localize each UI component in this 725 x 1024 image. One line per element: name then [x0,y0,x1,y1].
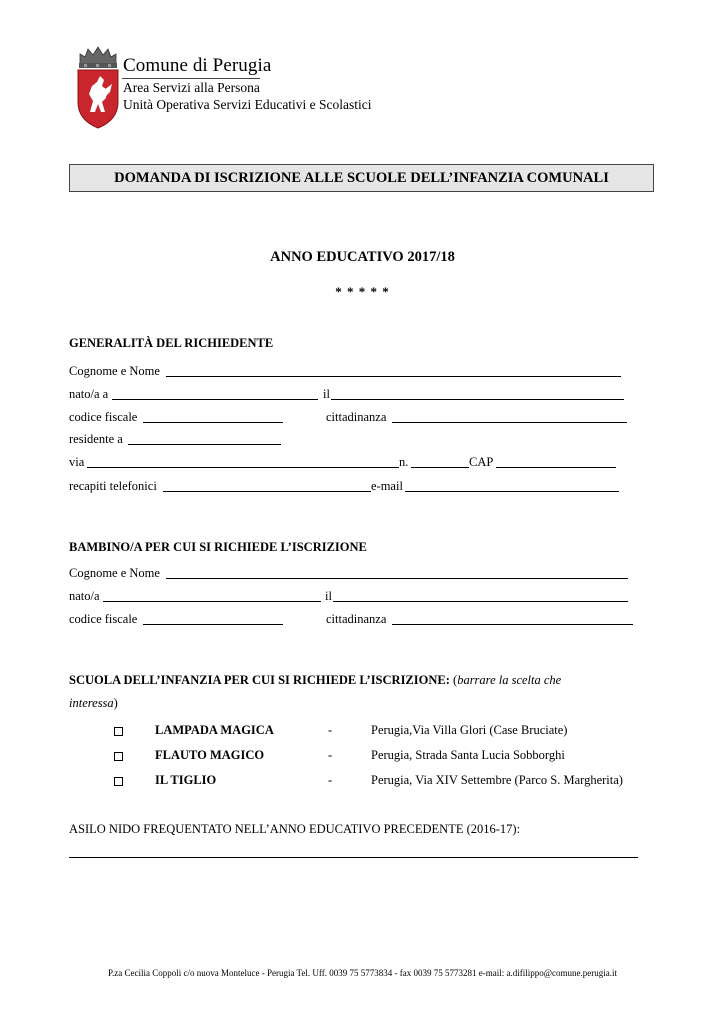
richiedente-residence-row [69,432,629,448]
option-il-tiglio-dash: - [328,773,333,787]
bambino-name-row [69,566,634,582]
bambino-birth-row [69,589,634,605]
org-name: Comune di Perugia [123,55,272,76]
section-richiedente-heading: GENERALITÀ DEL RICHIEDENTE [69,336,274,350]
bambino-cf-field[interactable] [143,624,283,625]
richiedente-number-field[interactable] [411,467,469,468]
scuola-hint-part2: interessa [69,696,114,710]
richiedente-name-field[interactable] [166,376,621,377]
bambino-cf-row [69,612,634,628]
option-lampada-magica-address: Perugia,Via Villa Glori (Case Bruciate) [371,723,568,737]
richiedente-cf-field[interactable] [143,422,283,423]
richiedente-street-field[interactable] [87,467,399,468]
richiedente-phone-label: recapiti telefonici [69,479,157,493]
section-scuola-heading: SCUOLA DELL’INFANZIA PER CUI SI RICHIEDE L’ISCRIZIONE: [69,673,450,687]
richiedente-cf-label: codice fiscale [69,410,138,424]
richiedente-birthplace-label: nato/a a [69,387,109,401]
option-flauto-magico-name: FLAUTO MAGICO [155,748,265,762]
org-unit: Unità Operativa Servizi Educativi e Scolastici [123,97,372,112]
scuola-hint-part1: barrare la scelta che [457,673,562,687]
bambino-birthplace-field[interactable] [103,601,321,602]
richiedente-residence-label: residente a [69,432,123,446]
asilo-nido-field[interactable] [69,857,638,858]
richiedente-birthdate-field[interactable] [331,399,624,400]
richiedente-email-field[interactable] [405,491,619,492]
comune-crest-logo [76,46,120,130]
option-flauto-magico-checkbox[interactable] [114,752,123,761]
richiedente-address-row [69,455,629,471]
separator-stars: * * * * * [335,284,390,299]
school-year: ANNO EDUCATIVO 2017/18 [270,249,455,265]
section-scuola-heading-line1 [69,673,561,688]
richiedente-number-label: n. [399,455,409,469]
asilo-nido-label: ASILO NIDO FREQUENTATO NELL’ANNO EDUCATIVO PRECEDENTE (2016-17): [69,822,521,836]
richiedente-citizenship-field[interactable] [392,422,627,423]
richiedente-residence-field[interactable] [128,444,281,445]
org-area: Area Servizi alla Persona [123,80,260,95]
richiedente-birth-row [69,387,629,403]
richiedente-cap-field[interactable] [496,467,616,468]
bambino-birthplace-label: nato/a [69,589,100,603]
richiedente-birthplace-field[interactable] [112,399,318,400]
bambino-citizenship-label: cittadinanza [326,612,387,626]
form-title: DOMANDA DI ISCRIZIONE ALLE SCUOLE DELL’INFANZIA COMUNALI [69,164,654,192]
richiedente-birthdate-label: il [323,387,330,401]
option-il-tiglio-address: Perugia, Via XIV Settembre (Parco S. Margherita) [371,773,623,787]
richiedente-street-label: via [69,455,85,469]
bambino-birthdate-label: il [325,589,332,603]
richiedente-cap-label: CAP [469,455,494,469]
richiedente-phone-field[interactable] [163,491,371,492]
richiedente-contacts-row [69,479,629,495]
option-lampada-magica-dash: - [328,723,333,737]
bambino-cf-label: codice fiscale [69,612,138,626]
option-il-tiglio-name: IL TIGLIO [155,773,217,787]
bambino-birthdate-field[interactable] [333,601,628,602]
richiedente-cf-row [69,410,629,426]
org-name-underline [122,78,260,79]
option-flauto-magico-address: Perugia, Strada Santa Lucia Sobborghi [371,748,565,762]
bambino-name-label: Cognome e Nome [69,566,160,580]
richiedente-name-label: Cognome e Nome [69,364,160,378]
option-lampada-magica-name: LAMPADA MAGICA [155,723,274,737]
bambino-citizenship-field[interactable] [392,624,633,625]
footer-contacts: P.za Cecilia Coppoli c/o nuova Monteluce - Perugia Tel. Uff. 0039 75 5773834 - fax 0039 75 5773281 e-mail: a.difilippo@comune.perugia.it [108,968,617,978]
bambino-name-field[interactable] [166,578,628,579]
option-il-tiglio-checkbox[interactable] [114,777,123,786]
scuola-hint-close: ) [113,696,118,710]
richiedente-citizenship-label: cittadinanza [326,410,387,424]
richiedente-email-label: e-mail [371,479,403,493]
scuola-hint-open: ( [453,673,458,687]
richiedente-name-row [69,364,629,380]
option-lampada-magica-checkbox[interactable] [114,727,123,736]
section-bambino-heading: BAMBINO/A PER CUI SI RICHIEDE L’ISCRIZIONE [69,540,367,554]
section-scuola-heading-line2 [69,696,118,711]
option-flauto-magico-dash: - [328,748,333,762]
